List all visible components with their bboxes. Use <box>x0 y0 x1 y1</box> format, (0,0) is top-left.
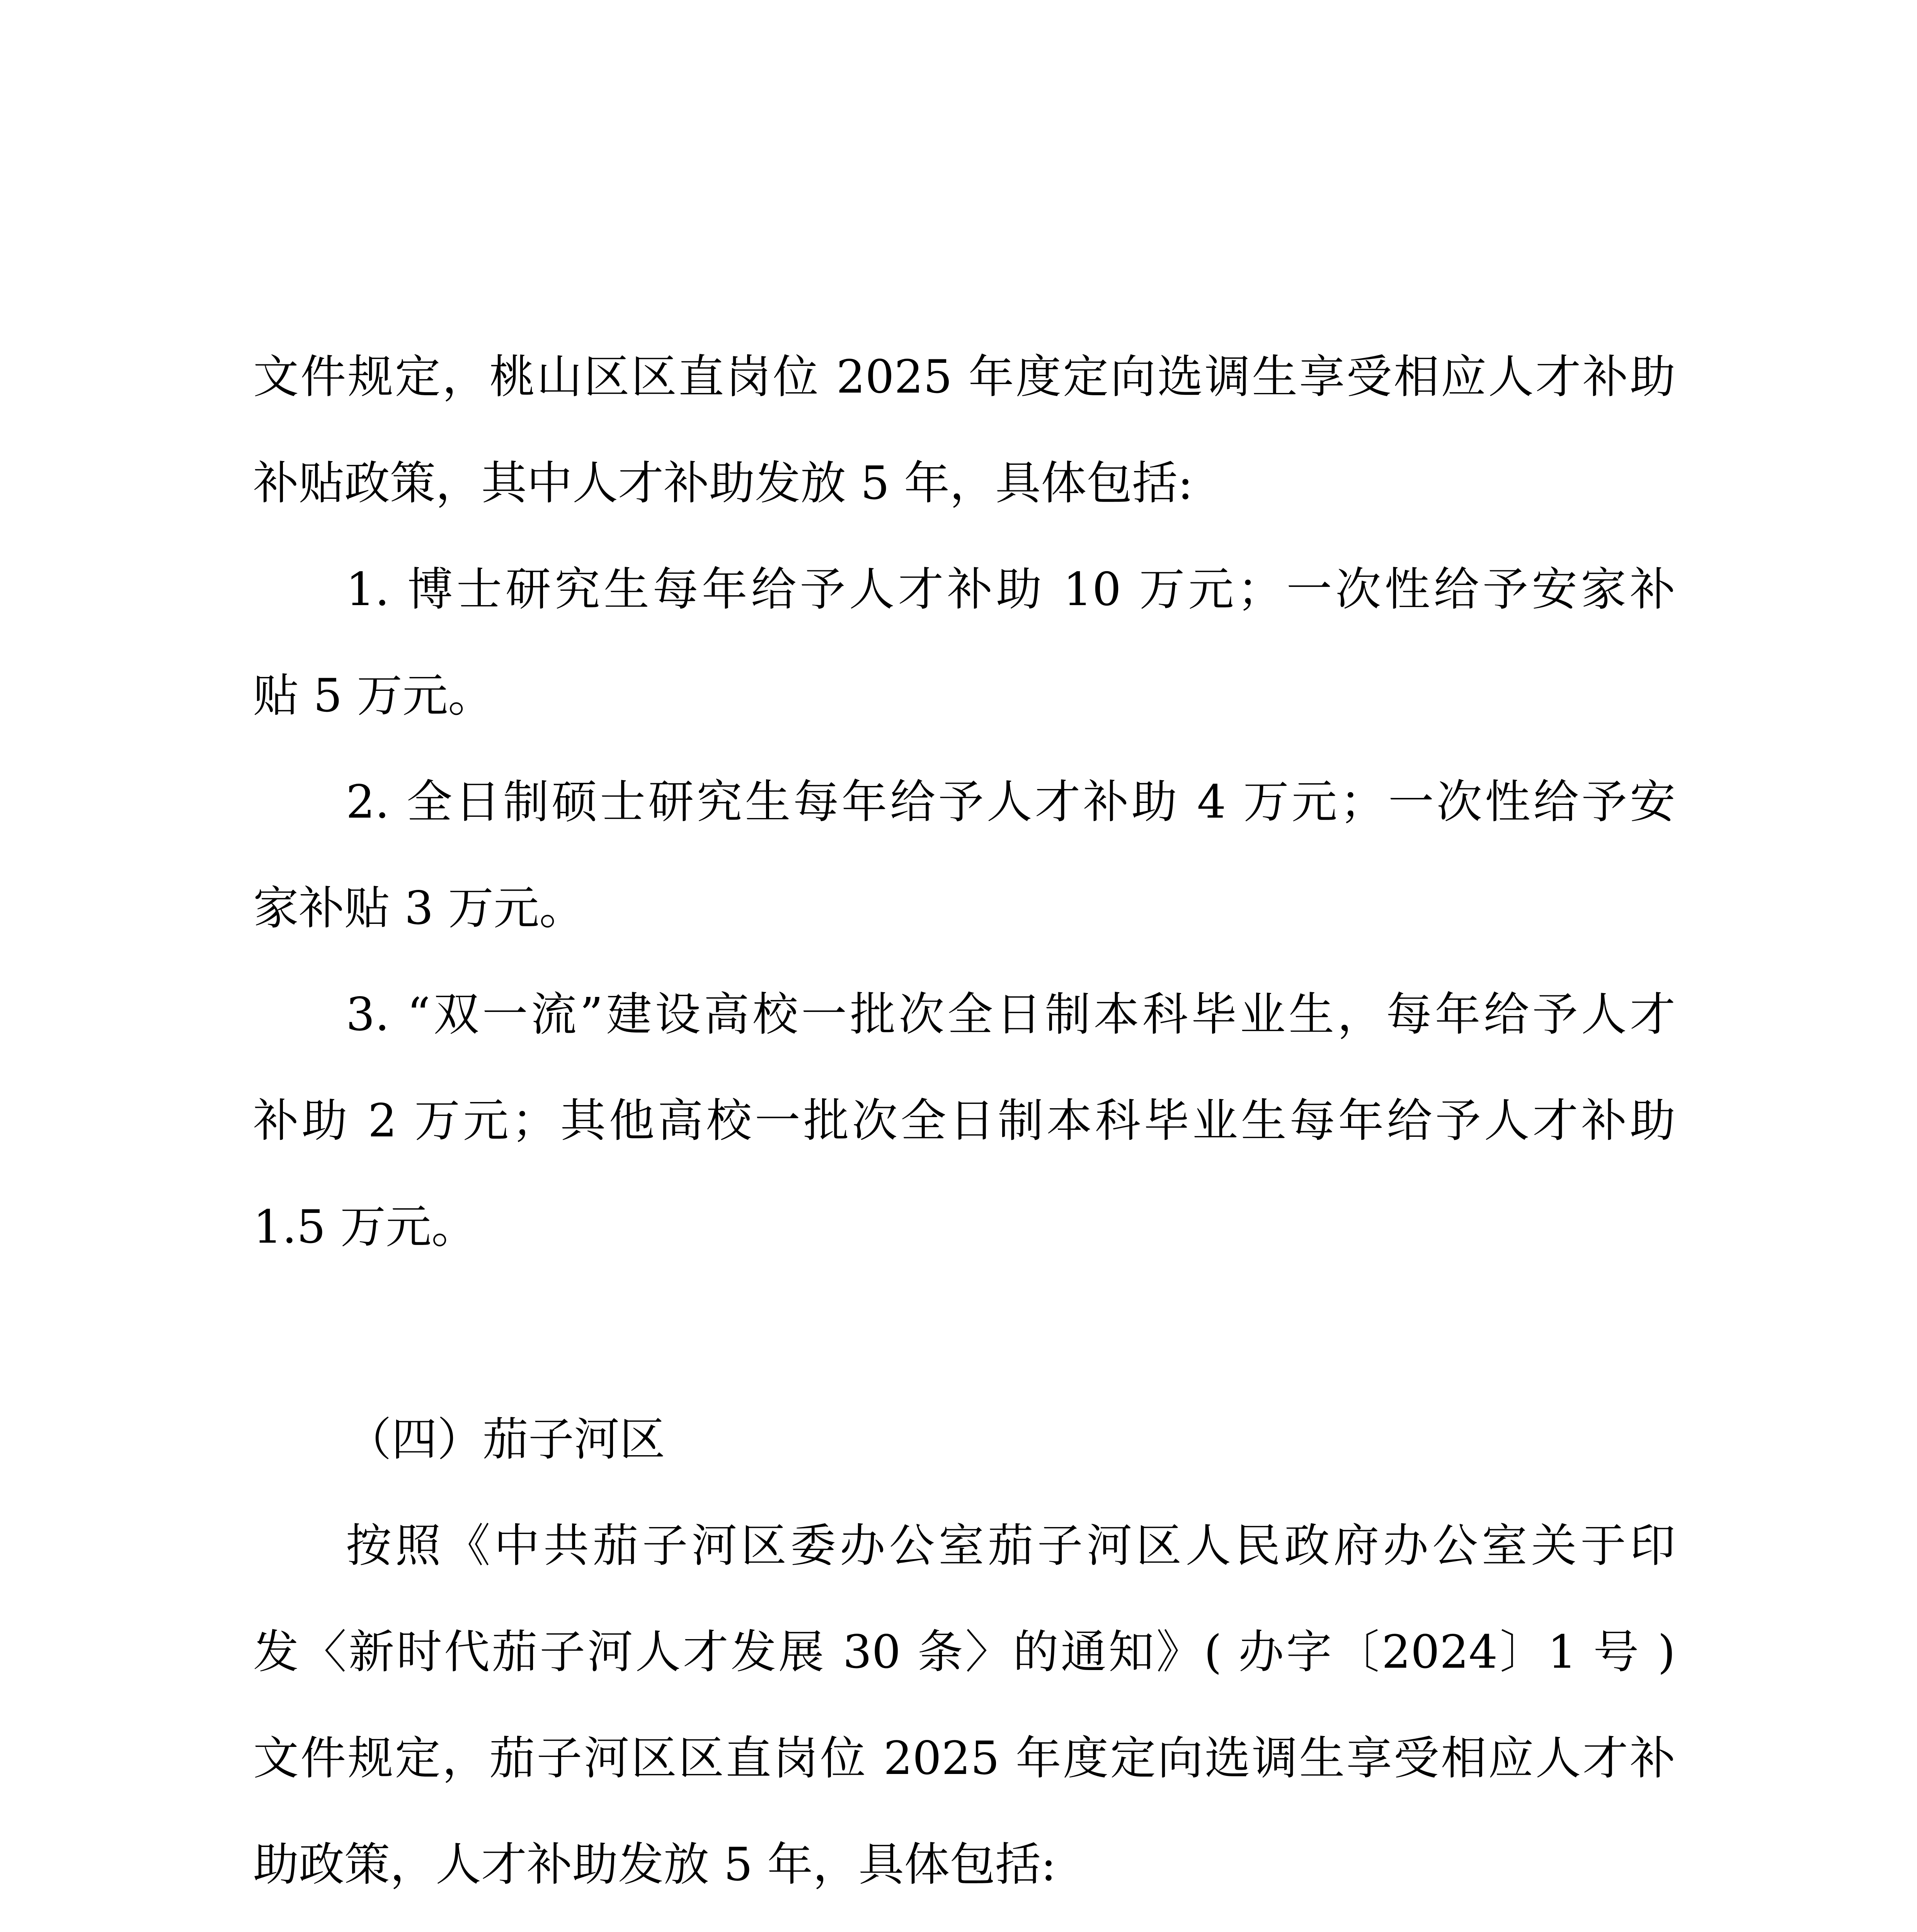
paragraph-line: 文件规定，茄子河区区直岗位 2025 年度定向选调生享受相应人才补 <box>253 1731 1675 1785</box>
paragraph-line: 文件规定，桃山区区直岗位 2025 年度定向选调生享受相应人才补助 <box>253 350 1675 403</box>
section-heading: （四）茄子河区 <box>346 1413 666 1466</box>
paragraph-line: 发〈新时代茄子河人才发展 30 条〉的通知》( 办字〔2024〕1 号 ) <box>253 1625 1675 1679</box>
paragraph-line: 助政策，人才补助发放 5 年，具体包括: <box>253 1838 1056 1891</box>
list-item-line: 家补贴 3 万元。 <box>253 881 585 935</box>
list-item-line: 1. 博士研究生每年给予人才补助 10 万元；一次性给予安家补 <box>346 563 1675 616</box>
list-item-line: 补助 2 万元；其他高校一批次全日制本科毕业生每年给予人才补助 <box>253 1094 1675 1147</box>
paragraph-line: 补贴政策，其中人才补助发放 5 年，具体包括: <box>253 456 1193 510</box>
list-item-line: 3. “双一流”建设高校一批次全日制本科毕业生，每年给予人才 <box>346 988 1675 1041</box>
list-item-line: 贴 5 万元。 <box>253 669 494 722</box>
list-item-line: 2. 全日制硕士研究生每年给予人才补助 4 万元；一次性给予安 <box>346 775 1675 828</box>
list-item-line: 1.5 万元。 <box>253 1200 477 1253</box>
paragraph-line: 按照《中共茄子河区委办公室茄子河区人民政府办公室关于印 <box>346 1519 1675 1572</box>
